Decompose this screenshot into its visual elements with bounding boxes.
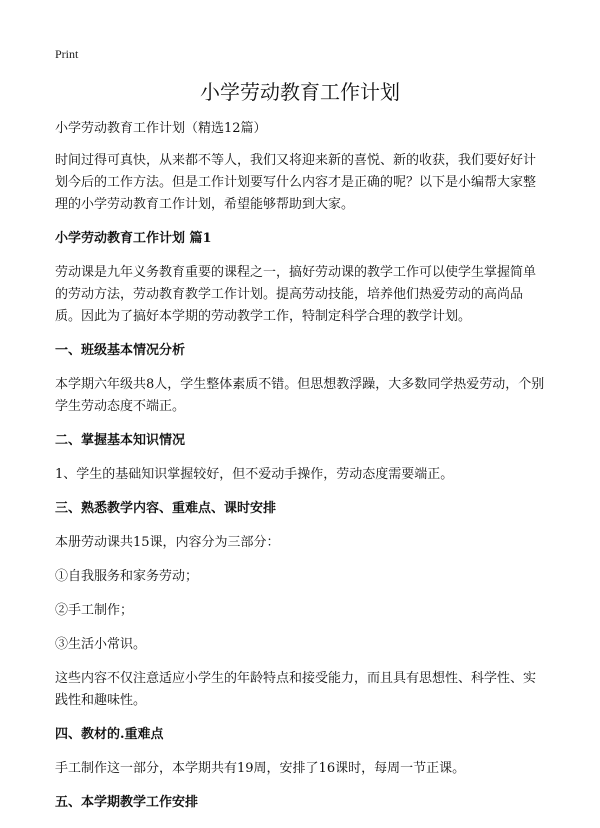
teaching-content-paragraph: 本册劳动课共15课，内容分为三部分： (55, 535, 280, 550)
key-points-paragraph: 手工制作这一部分，本学期共有19周，安排了16课时，每周一节正课。 (55, 761, 466, 776)
content-features-paragraph: 这些内容不仅注意适应小学生的年龄特点和接受能力，而且具有思想性、科学性、实践性和趣味性。 (55, 671, 537, 708)
heading-semester-plan: 五、本学期教学工作安排 (55, 795, 199, 810)
list-item: ③生活小常识。 (55, 637, 147, 652)
section-intro-paragraph: 劳动课是九年义务教育重要的课程之一，搞好劳动课的教学工作可以使学生掌握简单的劳动方法，劳动教育教学工作计划。提高劳动技能，培养他们热爱劳动的高尚品质。因此为了搞好本学期的劳动教学工作，特制定科学合理的教学计划。 (55, 265, 537, 324)
list-item: ①自我服务和家务劳动； (55, 569, 199, 584)
heading-key-points: 四、教材的.重难点 (55, 727, 164, 742)
heading-class-analysis: 一、班级基本情况分析 (55, 343, 186, 358)
heading-basic-knowledge: 二、掌握基本知识情况 (55, 433, 186, 448)
basic-knowledge-paragraph: 1、学生的基础知识掌握较好，但不爱动手操作，劳动态度需要端正。 (55, 467, 454, 482)
document-subtitle: 小学劳动教育工作计划（精选12篇） (55, 121, 267, 136)
intro-paragraph: 时间过得可真快，从来都不等人，我们又将迎来新的喜悦、新的收获，我们要好好计划今后的工作方法。但是工作计划要写什么内容才是正确的呢？以下是小编帮大家整理的小学劳动教育工作计划，希望能够帮助到大家。 (55, 153, 537, 212)
list-item: ②手工制作； (55, 603, 134, 618)
document-body (55, 118, 548, 814)
heading-teaching-content: 三、熟悉教学内容、重难点、课时安排 (55, 501, 277, 516)
page-title: 小学劳动教育工作计划 (200, 80, 400, 104)
section-heading: 小学劳动教育工作计划 篇1 (55, 231, 212, 246)
print-label: Print (55, 47, 79, 61)
class-analysis-paragraph: 本学期六年级共8人，学生整体素质不错。但思想教浮躁，大多数同学热爱劳动，个别学生劳动态度不端正。 (55, 377, 545, 414)
